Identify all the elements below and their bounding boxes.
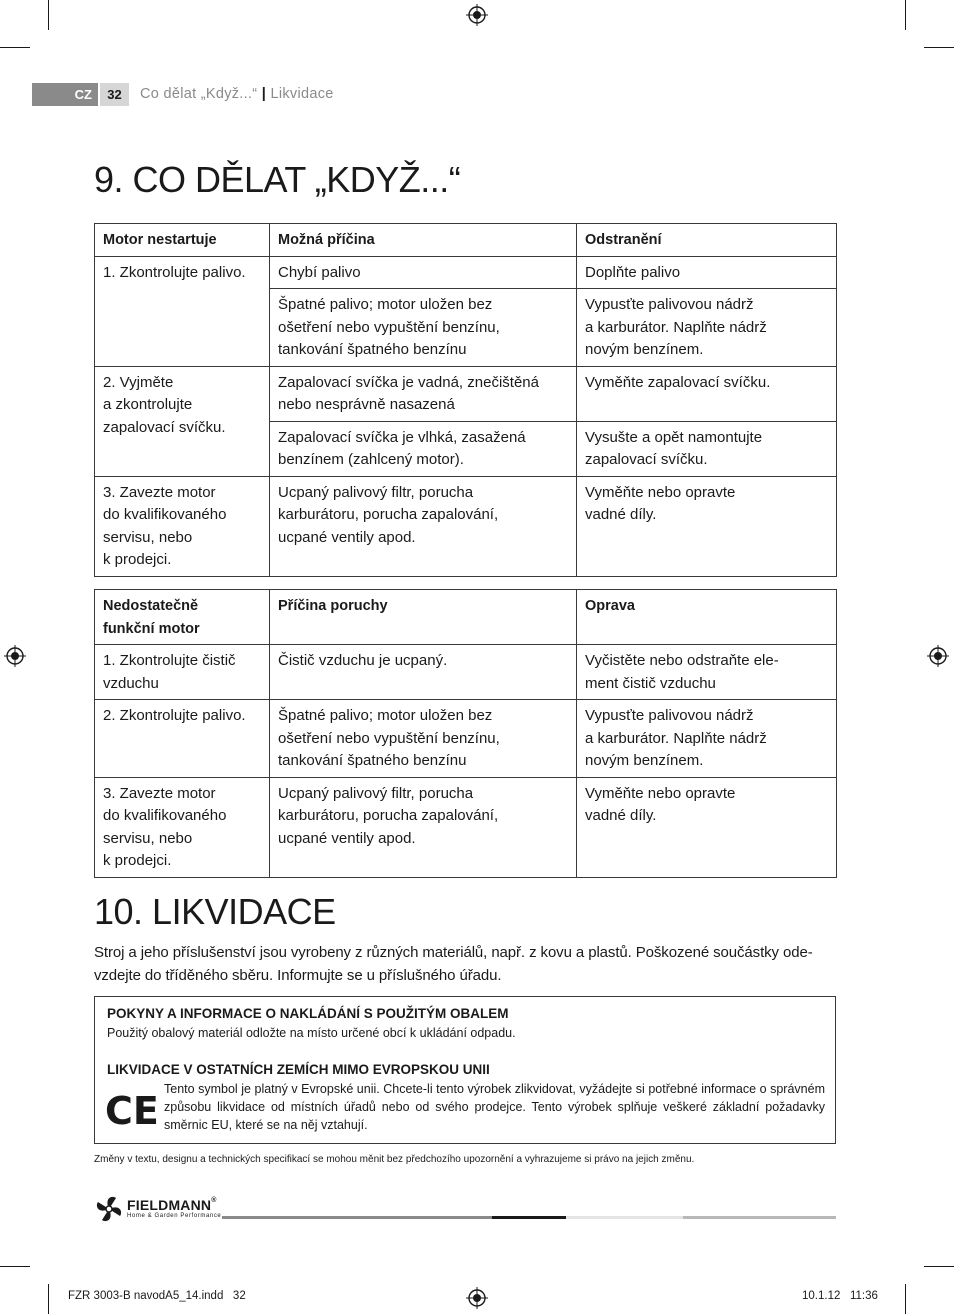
crop-mark: [0, 47, 30, 48]
cause-cell: Čistič vzduchu je ucpaný.: [270, 645, 577, 700]
table-row: [95, 700, 837, 778]
column-header: Oprava: [577, 590, 837, 645]
brand-name: [127, 1197, 217, 1213]
fix-cell: Vypusťte palivovou nádrž a karburátor. Naplňte nádrž novým benzínem.: [577, 289, 837, 367]
step-cell: 3. Zavezte motor do kvalifikovaného servisu, nebo k prodejci.: [95, 777, 270, 877]
column-header: Nedostatečně funkční motor: [95, 590, 270, 645]
column-header: Možná příčina: [270, 224, 577, 257]
info-heading: POKYNY A INFORMACE O NAKLÁDÁNÍ S POUŽITÝM OBALEM: [107, 1006, 509, 1021]
crop-mark: [0, 1266, 30, 1267]
step-cell: 3. Zavezte motor do kvalifikovaného servisu, nebo k prodejci.: [95, 476, 270, 576]
info-text: Použitý obalový materiál odložte na místo určené obcí k ukládání odpadu.: [107, 1026, 516, 1040]
print-slug-date: 10.1.12 11:36: [802, 1290, 878, 1302]
fix-cell: Vyměňte nebo opravte vadné díly.: [577, 777, 837, 877]
step-cell: 1. Zkontrolujte čistič vzduchu: [95, 645, 270, 700]
cause-cell: Zapalovací svíčka je vlhká, zasažená benzínem (zahlcený motor).: [270, 421, 577, 476]
fix-cell: Vysušte a opět namontujte zapalovací svíčku.: [577, 421, 837, 476]
table-row: [95, 645, 837, 700]
crop-mark: [48, 0, 49, 30]
disposal-paragraph: Stroj a jeho příslušenství jsou vyrobeny z různých materiálů, např. z kovu a plastů. Poškozené součástky ode- vzdejte do tříděného sběru. Informujte se u příslušného úřadu.: [94, 944, 813, 984]
fix-cell: Vypusťte palivovou nádrž a karburátor. Naplňte nádrž novým benzínem.: [577, 700, 837, 778]
column-header: Motor nestartuje: [95, 224, 270, 257]
ce-mark-icon: [105, 1091, 157, 1129]
crop-mark: [924, 1266, 954, 1267]
troubleshooting-table-power: [94, 589, 837, 878]
cause-cell: Ucpaný palivový filtr, porucha karburátoru, porucha zapalování, ucpané ventily apod.: [270, 777, 577, 877]
table-row: [95, 777, 837, 877]
crop-mark: [924, 47, 954, 48]
fix-cell: Doplňte palivo: [577, 256, 837, 289]
registered-mark: ®: [211, 1197, 217, 1204]
footer-rule: [222, 1216, 492, 1219]
footer-rule: [566, 1216, 683, 1219]
registration-mark-icon: [466, 4, 488, 26]
running-header: [140, 86, 334, 102]
fix-cell: Vyměňte zapalovací svíčku.: [577, 366, 837, 421]
brand-tagline: Home & Garden Performance: [127, 1213, 222, 1219]
language-badge: CZ: [32, 83, 98, 106]
cause-cell: Špatné palivo; motor uložen bez ošetření nebo vypuštění benzínu, tankování špatného benzínu: [270, 700, 577, 778]
registration-mark-icon: [466, 1287, 488, 1309]
cause-cell: Zapalovací svíčka je vadná, znečištěná nebo nesprávně nasazená: [270, 366, 577, 421]
step-cell: 2. Vyjměte a zkontrolujte zapalovací svíčku.: [95, 366, 270, 476]
section-title: 10. LIKVIDACE: [94, 891, 336, 932]
crop-mark: [48, 1284, 49, 1314]
cause-cell: Špatné palivo; motor uložen bez ošetření nebo vypuštění benzínu, tankování špatného benzínu: [270, 289, 577, 367]
page-number: 32: [100, 83, 129, 106]
info-text: Tento symbol je platný v Evropské unii. Chcete-li tento výrobek zlikvidovat, vyžádejte si potřebné informace o správném způsobu likvidace od místních úřadů nebo od svého prodejce. Tento výrobek splňuje veškeré základní požadavky směrnic EU, které se na něj vztahují.: [164, 1082, 825, 1132]
table-header-row: [95, 224, 837, 257]
brand-name-text: FIELDMANN: [127, 1197, 212, 1213]
registration-mark-icon: [927, 645, 949, 667]
disposal-info-box: [94, 996, 836, 1144]
header-subsection: Likvidace: [270, 86, 334, 102]
table-row: [95, 366, 837, 421]
table-row: [95, 256, 837, 289]
fan-logo-icon: [94, 1194, 124, 1224]
table-header-row: [95, 590, 837, 645]
crop-mark: [905, 1284, 906, 1314]
registration-mark-icon: [4, 645, 26, 667]
brand-logo: [94, 1193, 224, 1225]
section-title: 9. CO DĚLAT „KDYŽ...“: [94, 159, 461, 200]
column-header: Příčina poruchy: [270, 590, 577, 645]
step-cell: 2. Zkontrolujte palivo.: [95, 700, 270, 778]
info-heading: LIKVIDACE V OSTATNÍCH ZEMÍCH MIMO EVROPSKOU UNII: [107, 1062, 490, 1077]
fix-cell: Vyměňte nebo opravte vadné díly.: [577, 476, 837, 576]
cause-cell: Ucpaný palivový filtr, porucha karburátoru, porucha zapalování, ucpané ventily apod.: [270, 476, 577, 576]
table-row: [95, 476, 837, 576]
footnote: Změny v textu, designu a technických specifikací se mohou měnit bez předchozího upozornění a vyhrazujeme si právo na jejich změnu.: [94, 1154, 695, 1165]
footer-rule: [683, 1216, 836, 1219]
footer-rule: [492, 1216, 566, 1219]
ce-mark-glyph: CE: [105, 1091, 157, 1129]
column-header: Odstranění: [577, 224, 837, 257]
troubleshooting-table-start: [94, 223, 837, 577]
fix-cell: Vyčistěte nebo odstraňte ele- ment čistič vzduchu: [577, 645, 837, 700]
step-cell: 1. Zkontrolujte palivo.: [95, 256, 270, 366]
crop-mark: [905, 0, 906, 30]
header-separator: |: [261, 86, 267, 102]
print-slug-file: FZR 3003-B navodA5_14.indd 32: [68, 1290, 246, 1302]
cause-cell: Chybí palivo: [270, 256, 577, 289]
header-section: Co dělat „Když...“: [140, 86, 258, 102]
